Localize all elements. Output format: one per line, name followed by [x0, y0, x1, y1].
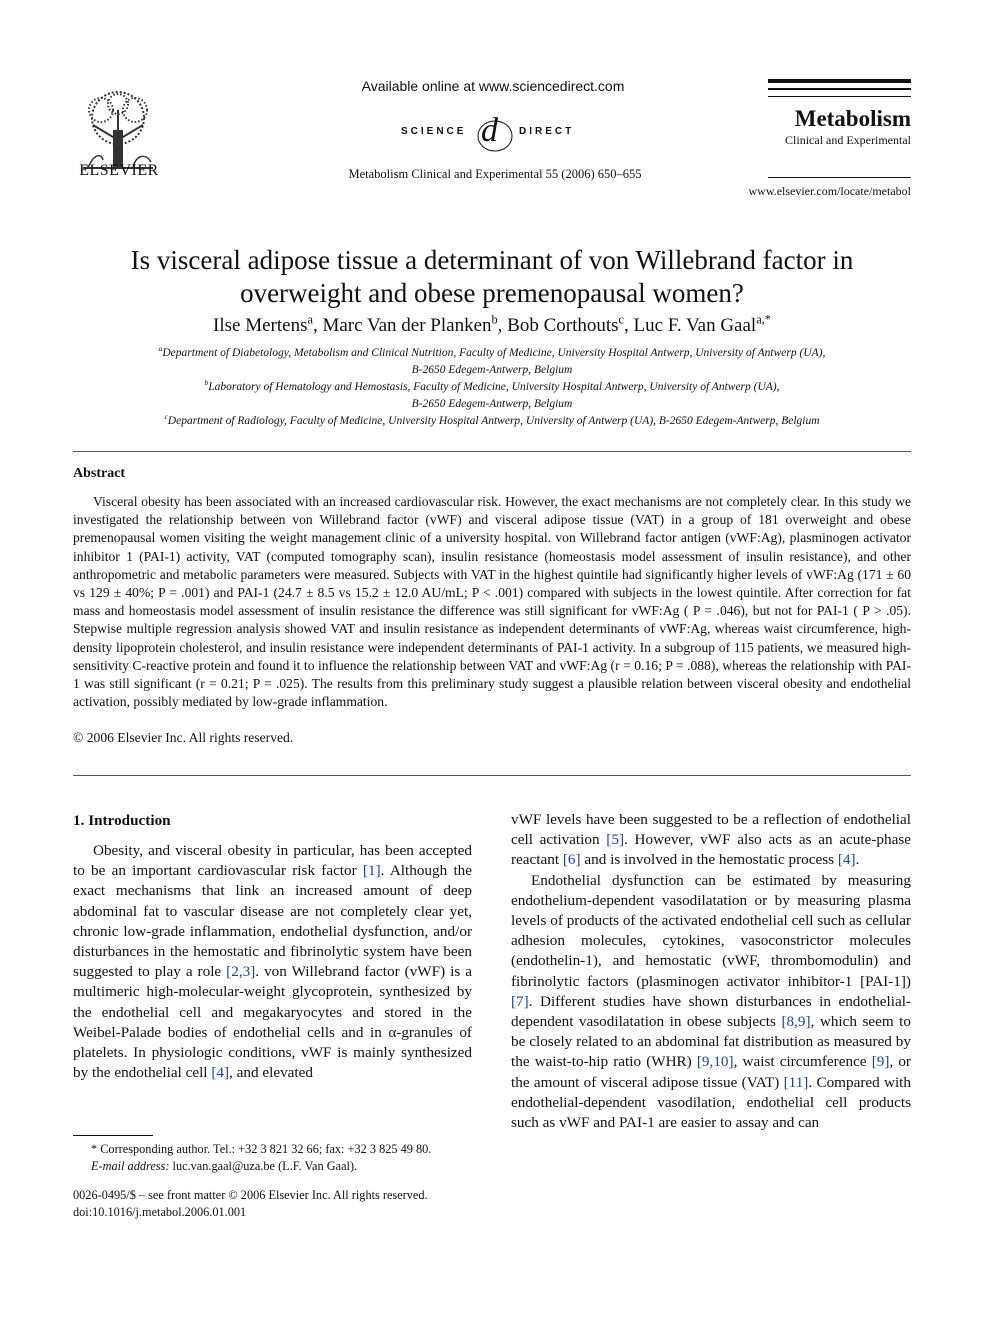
- affiliation-text: B-2650 Edegem-Antwerp, Belgium: [411, 364, 573, 376]
- citation-link[interactable]: [1]: [362, 862, 381, 880]
- sd-swirl-icon: [475, 118, 515, 154]
- affiliation-text: Department of Diabetology, Metabolism and Clinical Nutrition, Faculty of Medicine, University Hospital Antwerp, University of Antwerp (UA),: [162, 347, 826, 359]
- affiliation-text: Department of Radiology, Faculty of Medicine, University Hospital Antwerp, University of Antwerp (UA), B-2650 Edegem-Antwerp, Belgium: [167, 415, 820, 427]
- author-name: Marc Van der Planken: [322, 315, 492, 336]
- author-sup: a: [307, 312, 313, 327]
- citation-link[interactable]: [4]: [837, 851, 856, 869]
- publisher-name: ELSEVIER: [79, 162, 159, 179]
- author-list: Ilse Mertens$^a$, Marc Van der Planken$^b$, Bob Corthouts$^c$, Luc F. Van Gaal$^{a,*}$: [213, 312, 771, 336]
- text-run: . Compared with endothelial-dependent vasodilation, endothelial cell products such as vWF and PAI-1 are easier to assay and can: [511, 1073, 911, 1132]
- masthead-rule: [768, 88, 911, 90]
- journal-citation: Metabolism Clinical and Experimental 55 (2006) 650–655: [348, 167, 642, 181]
- affiliations: [73, 345, 911, 430]
- abstract-text: Visceral obesity has been associated with an increased cardiovascular risk. However, the exact mechanisms are not completely clear. In this study we investigated the relationship between von Willebrand factor (vWF) and visceral adipose tissue (VAT) in a group of 181 overweight and obese premenopausal women visiting the weight management clinic of a university hospital. von Willebrand factor antigen (vWF:Ag), plasminogen activator inhibitor 1 (PAI-1) activity, VAT (computed tomography scan), insulin resistance (homeostasis model assessment of insulin resistance), and other anthropometric and metabolic parameters were measured. Subjects with VAT in the highest quintile had significantly higher levels of vWF:Ag (171 ± 60 vs 129 ± 40%; P = .001) and PAI-1 (24.7 ± 8.5 vs 15.2 ± 12.0 AU/mL; P < .001) compared with subjects in the lowest quintile. After correction for fat mass and homeostasis model assessment of insulin resistance the difference was still significant for vWF:Ag ( P = .046), but not for PAI-1 ( P > .05). Stepwise multiple regression analysis showed VAT and insulin resistance as independent determinants of vWF:Ag, whereas waist circumference, high-density lipoprotein cholesterol, and insulin resistance were independent determinants of PAI-1 activity. In a subgroup of 115 patients, we measured high-sensitivity C-reactive protein and found it to influence the relationship between VAT and vWF:Ag (r = 0.16; P = .088), whereas the relationship with PAI-1 was still significant (r = 0.21; P = .025). The results from this preliminary study suggest a plausible relation between visceral obesity and endothelial activation, possibly mediated by low-grade inflammation.: [73, 494, 911, 710]
- citation-link[interactable]: [11]: [783, 1073, 809, 1091]
- abstract-bottom-rule: [73, 775, 911, 776]
- left-column: [73, 841, 472, 1083]
- title-line: overweight and obese premenopausal women?: [240, 278, 744, 308]
- affiliation-line: [73, 379, 911, 396]
- sd-mark: d: [481, 112, 498, 149]
- text-run: , which seem to be closely related to an abdominal fat distribution as measured by the waist-to-hip ratio (WHR): [511, 1013, 912, 1071]
- affiliation-text: B-2650 Edegem-Antwerp, Belgium: [411, 398, 573, 410]
- text-run: , or the amount of visceral adipose tissue (VAT): [511, 1053, 911, 1091]
- title-line: Is visceral adipose tissue a determinant of von Willebrand factor in: [130, 245, 854, 275]
- paragraph: [511, 871, 911, 1134]
- affiliation-sup: c: [164, 412, 168, 422]
- text-run: , waist circumference: [733, 1053, 872, 1071]
- issn-line: 0026-0495/$ – see front matter © 2006 Elsevier Inc. All rights reserved.: [73, 1188, 428, 1202]
- journal-title: Metabolism: [794, 106, 911, 131]
- abstract-body: [73, 493, 911, 711]
- footnote-rule: [73, 1135, 153, 1136]
- citation-link[interactable]: [5]: [606, 831, 625, 849]
- masthead-rule: [768, 96, 911, 97]
- email-label: E-mail address:: [91, 1159, 170, 1173]
- citation-link[interactable]: [2,3]: [226, 963, 256, 981]
- text-run: Endothelial dysfunction can be estimated by measuring endothelium-dependent vasodilatation or by measuring plasma levels of products of the activated endothelial cell such as cellular adhesion molecules, cytokines, vasoconstrictor molecules (endothelin-1), and hemostatic (vWF, thrombomodulin) and fibrinolytic factors (plasminogen activator inhibitor-1 [PAI-1]): [511, 871, 911, 990]
- email-address[interactable]: luc.van.gaal@uza.be (L.F. Van Gaal).: [172, 1159, 358, 1173]
- citation-link[interactable]: [4]: [211, 1064, 230, 1082]
- issn-block: [73, 1187, 493, 1221]
- author-sup: b: [491, 312, 498, 327]
- citation-link[interactable]: [6]: [562, 851, 581, 869]
- abstract-copyright: © 2006 Elsevier Inc. All rights reserved.: [73, 730, 294, 745]
- affiliation-sup: b: [204, 378, 209, 388]
- text-run: . However, vWF also acts as an acute-phase reactant: [511, 831, 911, 869]
- affiliation-line: [73, 345, 911, 362]
- sd-right-word: DIRECT: [519, 126, 575, 137]
- text-run: , and elevated: [229, 1064, 313, 1082]
- journal-subtitle: Clinical and Experimental: [785, 133, 911, 147]
- author-sup: a,*: [756, 312, 771, 327]
- text-run: . von Willebrand factor (vWF) is a multimeric high-molecular-weight glycoprotein, synthesized by the endothelial cell and megakaryocytes and stored in the Weibel-Palade bodies of endothelial cells and in α-granules of platelets. In physiologic conditions, vWF is mainly synthesized by the endothelial cell: [73, 963, 473, 1082]
- article-title: [73, 244, 911, 310]
- text-run: vWF levels have been suggested to be a reflection of endothelial cell activation: [511, 811, 911, 849]
- sciencedirect-logo: [401, 112, 586, 156]
- corresponding-author-note: * Corresponding author. Tel.: +32 3 821 32 66; fax: +32 3 825 49 80.: [91, 1142, 432, 1156]
- section-heading: 1. Introduction: [73, 812, 171, 829]
- journal-url-link[interactable]: www.elsevier.com/locate/metabol: [748, 184, 911, 198]
- footnote: [73, 1141, 472, 1175]
- text-run: .: [855, 851, 860, 869]
- abstract-heading: Abstract: [73, 466, 126, 481]
- citation-link[interactable]: [9,10]: [696, 1053, 734, 1071]
- text-run: Obesity, and visceral obesity in particular, has been accepted to be an important cardiovascular risk factor: [73, 842, 472, 880]
- citation-link[interactable]: [9]: [871, 1053, 890, 1071]
- author-name: Luc F. Van Gaal: [633, 315, 757, 336]
- citation-link[interactable]: [7]: [511, 992, 529, 1010]
- author-name: Bob Corthouts: [507, 315, 619, 336]
- email-line: [73, 1158, 472, 1175]
- paragraph: [73, 841, 472, 1083]
- author-name: Ilse Mertens: [213, 315, 308, 336]
- available-online-text: Available online at www.sciencedirect.com: [361, 78, 625, 94]
- right-column: [511, 810, 911, 1133]
- doi-line[interactable]: doi:10.1016/j.metabol.2006.01.001: [73, 1205, 247, 1219]
- citation-link[interactable]: [8,9]: [781, 1013, 811, 1031]
- affiliation-sup: a: [158, 344, 163, 354]
- text-run: . Different studies have shown disturbances in endothelial-dependent vasodilatation in obese subjects: [511, 992, 911, 1031]
- author-sup: c: [618, 312, 625, 327]
- masthead-rule: [768, 79, 911, 83]
- affiliation-text: Laboratory of Hematology and Hemostasis, Faculty of Medicine, University Hospital Antwerp, University of Antwerp (UA),: [208, 381, 780, 393]
- masthead-divider: [768, 177, 911, 178]
- affiliation-line: [73, 413, 911, 430]
- sd-left-word: SCIENCE: [401, 126, 467, 137]
- abstract-top-rule: [73, 451, 911, 452]
- paragraph: [511, 810, 911, 871]
- text-run: and is involved in the hemostatic process: [580, 851, 838, 869]
- text-run: . Although the exact mechanisms that link an increased amount of deep abdominal fat to vascular disease are not completely clear yet, chronic low-grade inflammation, endothelial dysfunction, and/or disturbances in the hemostatic and fibrinolytic system have been suggested to play a role: [73, 862, 472, 981]
